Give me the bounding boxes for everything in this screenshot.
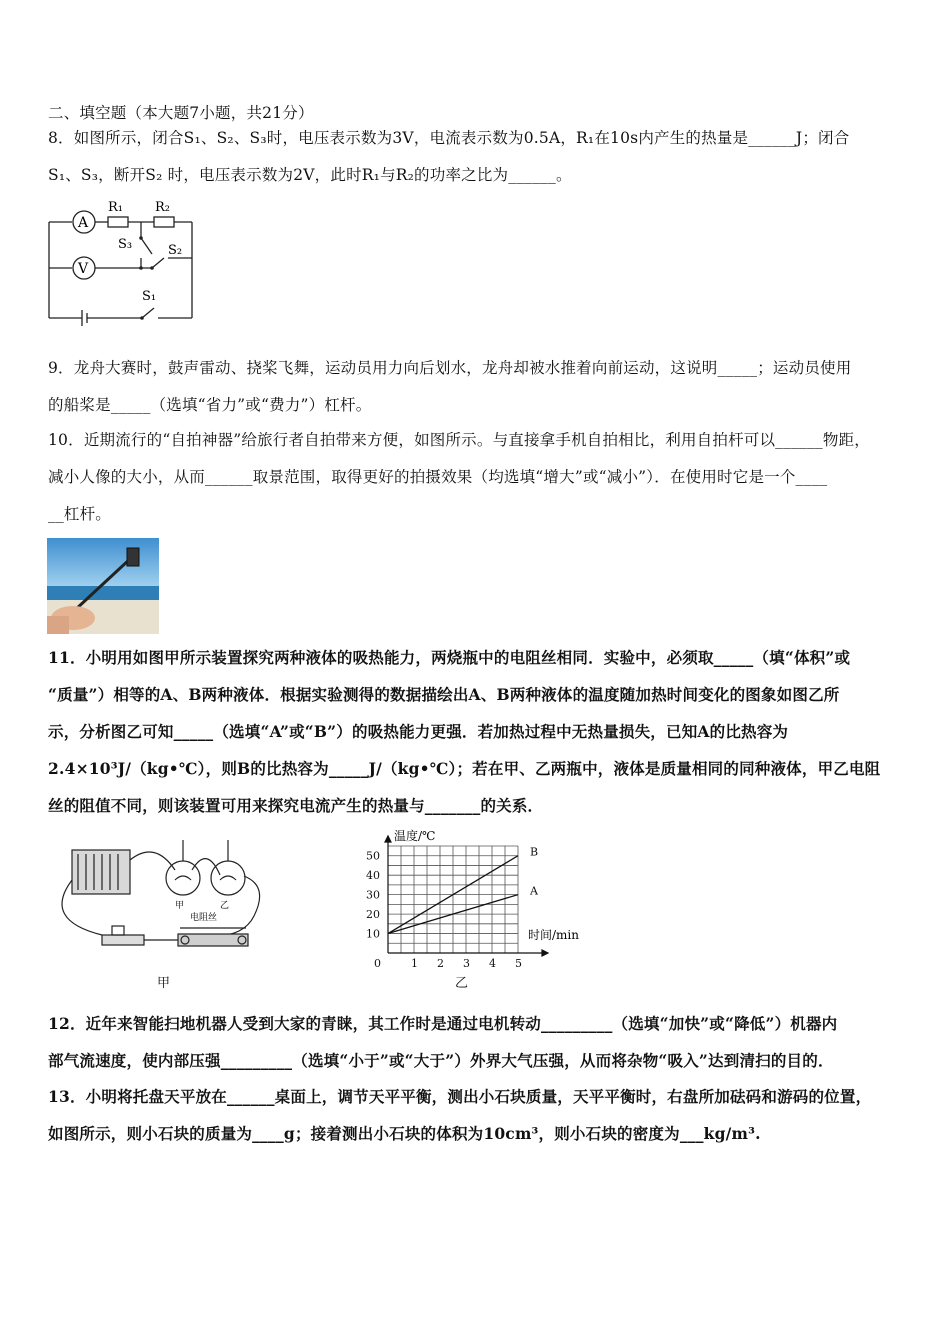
chart-ytick-label: 50 <box>366 849 380 863</box>
chart-ytick-label: 40 <box>366 869 380 883</box>
q8-line-1: 8．如图所示，闭合S₁、S₂、S₃时，电压表示数为3V，电流表示数为0.5A，R₁在10s内产生的热量是______J；闭合 <box>48 129 850 147</box>
q13-line-1: 13．小明将托盘天平放在______桌面上，调节天平平衡，测出小石块质量，天平平衡时，右盘所加砝码和游码的位置， <box>48 1087 872 1106</box>
chart-xtick-label: 4 <box>489 957 496 968</box>
caption-yi: 乙 <box>455 976 469 991</box>
chart-xtick-label: 3 <box>463 957 470 968</box>
r2-label: R₂ <box>155 200 170 215</box>
q11-line-1: 11．小明用如图甲所示装置探究两种液体的吸热能力，两烧瓶中的电阻丝相同．实验中，必须取_____（填“体积”或 <box>48 648 851 667</box>
s1-label: S₁ <box>142 289 157 304</box>
chart-series-label-A: A <box>530 884 538 898</box>
section-title: 二、填空题（本大题7小题，共21分） <box>48 104 314 122</box>
flask-label-jia: 甲 <box>175 901 185 911</box>
chart-ylabel: 温度/℃ <box>394 829 436 843</box>
voltmeter-label: V <box>78 261 89 277</box>
chart-xtick-label: 5 <box>515 957 522 968</box>
r1-label: R₁ <box>108 200 123 215</box>
apparatus-figure <box>50 840 275 970</box>
q11-line-3: 示，分析图乙可知_____（选填“A”或“B”）的吸热能力更强．若加热过程中无热量损失，已知A的比热容为 <box>48 722 789 741</box>
q10-line-2: 减小人像的大小，从而______取景范围，取得更好的拍摄效果（均选填“增大”或“减小”）．在使用时它是一个____ <box>48 468 828 486</box>
q11-line-2: “质量”）相等的A、B两种液体．根据实验测得的数据描绘出A、B两种液体的温度随加热时间变化的图象如图乙所 <box>48 685 840 704</box>
wire-label: 电阻丝 <box>190 913 218 923</box>
chart-x-arrow <box>542 950 548 956</box>
q10-line-3: __杠杆。 <box>48 505 112 523</box>
s3-label: S₃ <box>118 237 133 252</box>
q12-line-2: 部气流速度，使内部压强_________（选填“小于”或“大于”）外界大气压强，从而将杂物“吸入”达到清扫的目的． <box>48 1051 834 1070</box>
chart-svg <box>360 828 595 968</box>
ammeter-label: A <box>78 215 89 231</box>
chart-xlabel: 时间/min <box>528 928 579 942</box>
chart-xtick-label: 1 <box>411 957 418 968</box>
chart-series-label-B: B <box>530 845 539 859</box>
chart-xtick-label: 0 <box>374 957 381 968</box>
q9-line-1: 9．龙舟大赛时，鼓声雷动、挠桨飞舞，运动员用力向后划水，龙舟却被水推着向前运动，这说明_____；运动员使用 <box>48 359 852 377</box>
chart-xtick-label: 2 <box>437 957 444 968</box>
chart-ytick-label: 10 <box>366 927 380 941</box>
q9-line-2: 的船桨是_____（选填“省力”或“费力”）杠杆。 <box>48 396 372 414</box>
q12-line-1: 12．近年来智能扫地机器人受到大家的青睐，其工作时是通过电机转动_________（选填“加快”或“降低”）机器内 <box>48 1014 838 1033</box>
chart-ytick-label: 30 <box>366 888 380 902</box>
s2-label: S₂ <box>168 243 183 258</box>
q13-line-2: 如图所示，则小石块的质量为____g；接着测出小石块的体积为10cm³，则小石块的密度为___kg/m³. <box>48 1124 761 1143</box>
caption-jia: 甲 <box>157 976 171 991</box>
circuit-diagram <box>44 196 204 326</box>
flask-label-yi: 乙 <box>220 901 230 911</box>
selfie-stick-photo <box>47 538 159 634</box>
chart-ytick-label: 20 <box>366 908 380 922</box>
temperature-time-chart <box>360 828 595 968</box>
q11-line-5: 丝的阻值不同，则该装置可用来探究电流产生的热量与_______的关系． <box>48 796 544 815</box>
q11-line-4: 2.4×10³J/（kg•℃），则B的比热容为_____J/（kg•℃）；若在甲、乙两瓶中，液体是质量相同的同种液体，甲乙电阻 <box>48 759 881 778</box>
q8-line-2: S₁、S₃，断开S₂ 时，电压表示数为2V，此时R₁与R₂的功率之比为______。 <box>48 166 572 184</box>
chart-y-arrow <box>385 836 391 842</box>
q10-line-1: 10．近期流行的“自拍神器”给旅行者自拍带来方便，如图所示。与直接拿手机自拍相比，利用自拍杆可以______物距， <box>48 431 870 449</box>
